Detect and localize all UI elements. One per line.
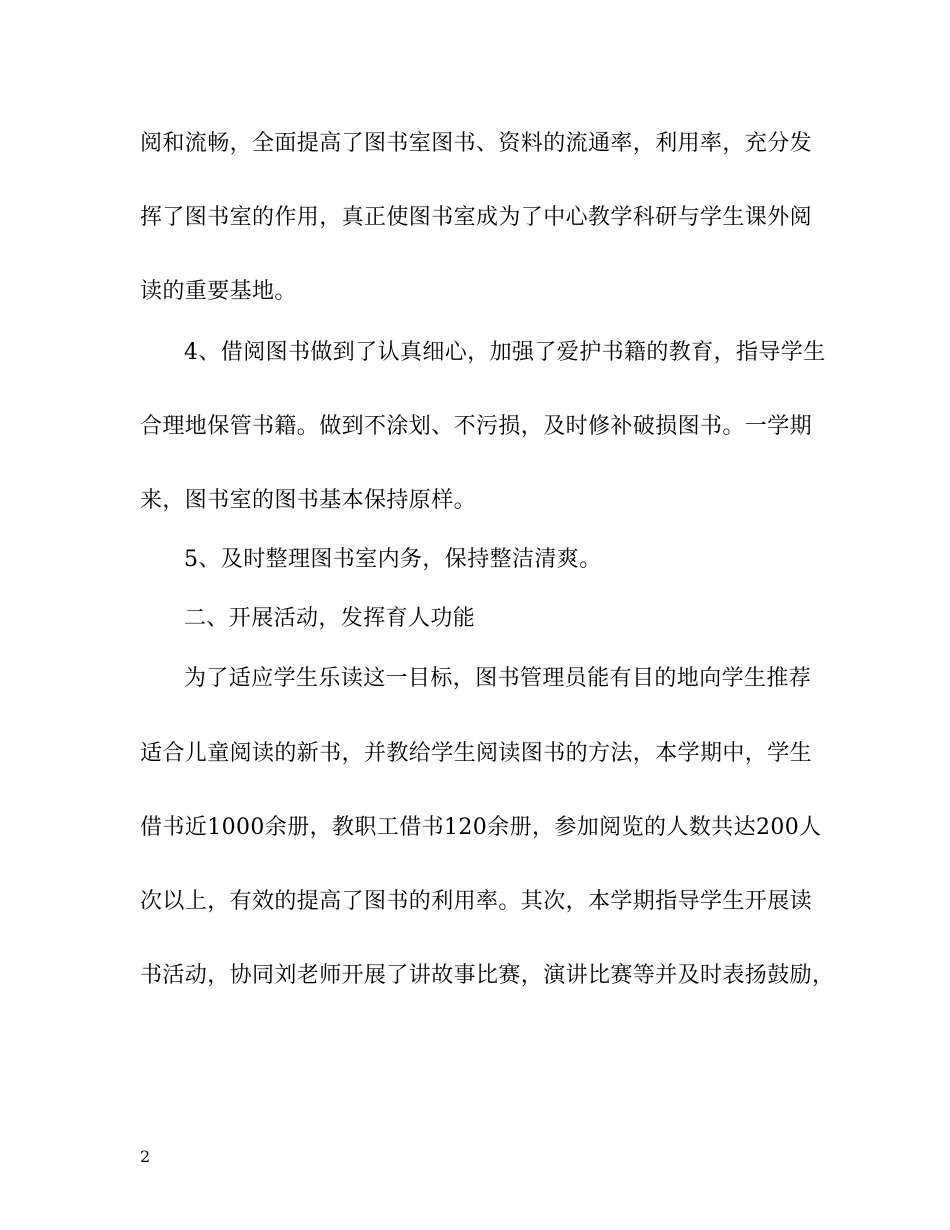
text-line: 阅和流畅，全面提高了图书室图书、资料的流通率，利用率，充分发: [140, 131, 813, 156]
page-number: 2: [140, 1147, 151, 1166]
text-line: 书活动，协同刘老师开展了讲故事比赛，演讲比赛等并及时表扬鼓励，: [140, 963, 835, 988]
text-line: 挥了图书室的作用，真正使图书室成为了中心教学科研与学生课外阅: [140, 205, 813, 230]
paragraph-line: 4、借阅图书做到了认真细心，加强了爱护书籍的教育，指导学生: [184, 340, 826, 365]
text-line: 借书近1000余册，教职工借书120余册，参加阅览的人数共达200人: [140, 815, 822, 840]
text-line: 适合儿童阅读的新书，并教给学生阅读图书的方法，本学期中，学生: [140, 741, 813, 766]
paragraph-line: 5、及时整理图书室内务，保持整洁清爽。: [184, 547, 602, 572]
text-line: 合理地保管书籍。做到不涂划、不污损，及时修补破损图书。一学期: [140, 414, 813, 439]
text-line: 读的重要基地。: [140, 279, 297, 304]
text-line: 来，图书室的图书基本保持原样。: [140, 488, 477, 513]
paragraph-line: 为了适应学生乐读这一目标，图书管理员能有目的地向学生推荐: [184, 666, 812, 691]
text-line: 次以上，有效的提高了图书的利用率。其次，本学期指导学生开展读: [140, 889, 813, 914]
section-heading: 二、开展活动，发挥育人功能: [184, 606, 476, 631]
